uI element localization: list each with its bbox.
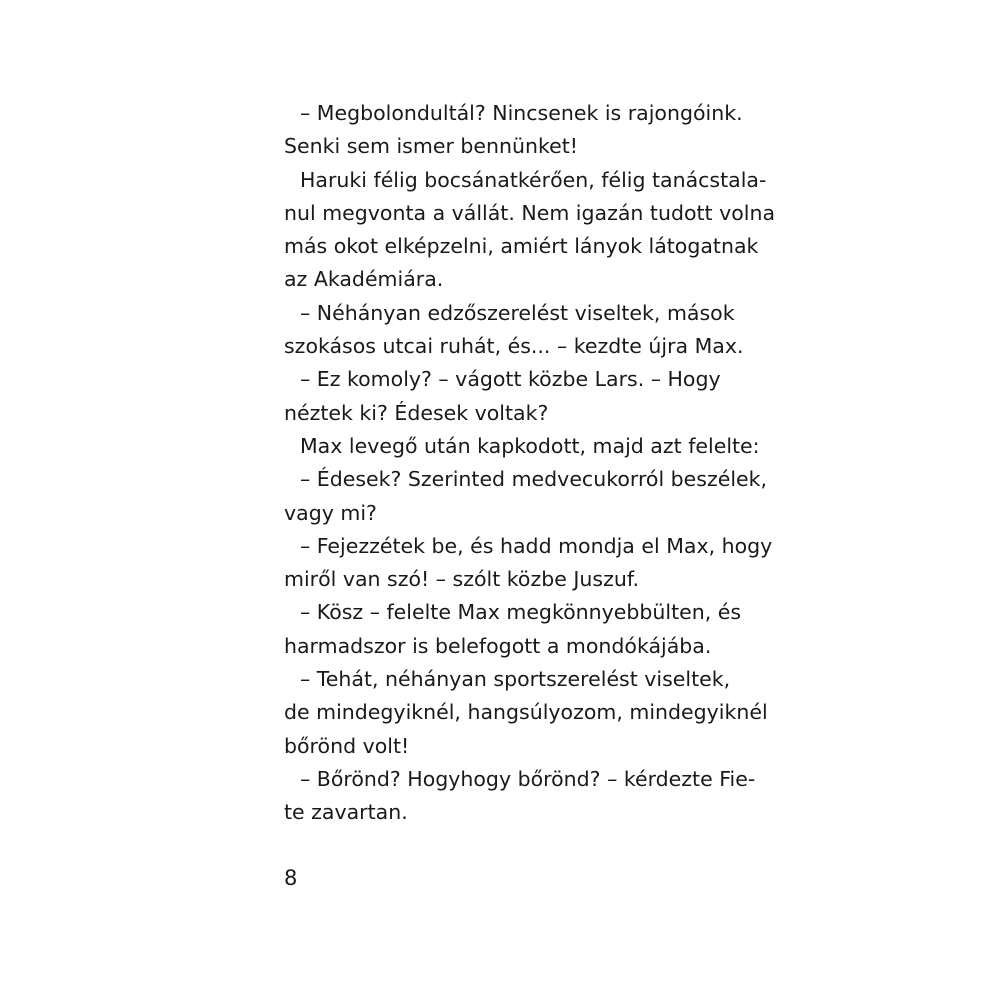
text-line: néztek ki? Édesek voltak? <box>284 400 549 425</box>
text-line: Senki sem ismer bennünket! <box>284 134 578 159</box>
text-line: – Bőrönd? Hogyhogy bőrönd? – kérdezte Fie- <box>300 766 756 791</box>
text-line: harmadszor is belefogott a mondókájába. <box>284 633 712 658</box>
text-line: más okot elképzelni, amiért lányok látogatnak <box>284 234 759 259</box>
text-line: – Fejezzétek be, és hadd mondja el Max, hogy <box>300 533 773 558</box>
text-line: Max levegő után kapkodott, majd azt felelte: <box>300 433 760 458</box>
text-line: szokásos utcai ruhát, és... – kezdte újra Max. <box>284 334 744 359</box>
text-line: – Kösz – felelte Max megkönnyebbülten, és <box>300 600 742 625</box>
text-line: – Tehát, néhányan sportszerelést viseltek, <box>300 667 731 692</box>
text-line: Haruki félig bocsánatkérően, félig tanácstala- <box>300 167 767 192</box>
text-line: de mindegyiknél, hangsúlyozom, mindegyiknél <box>284 700 768 725</box>
page-number: 8 <box>284 866 298 890</box>
text-line: az Akadémiára. <box>284 267 444 292</box>
text-line: te zavartan. <box>284 800 408 825</box>
body-text <box>284 97 784 830</box>
text-line: – Megbolondultál? Nincsenek is rajongóink. <box>300 101 743 125</box>
text-line: – Édesek? Szerinted medvecukorról beszélek, <box>300 467 768 492</box>
text-line: bőrönd volt! <box>284 733 410 758</box>
text-line: nul megvonta a vállát. Nem igazán tudott volna <box>284 200 776 225</box>
text-line: – Ez komoly? – vágott közbe Lars. – Hogy <box>300 367 721 392</box>
text-line: vagy mi? <box>284 500 377 525</box>
text-line: – Néhányan edzőszerelést viseltek, mások <box>300 300 735 325</box>
text-line: miről van szó! – szólt közbe Juszuf. <box>284 567 640 592</box>
